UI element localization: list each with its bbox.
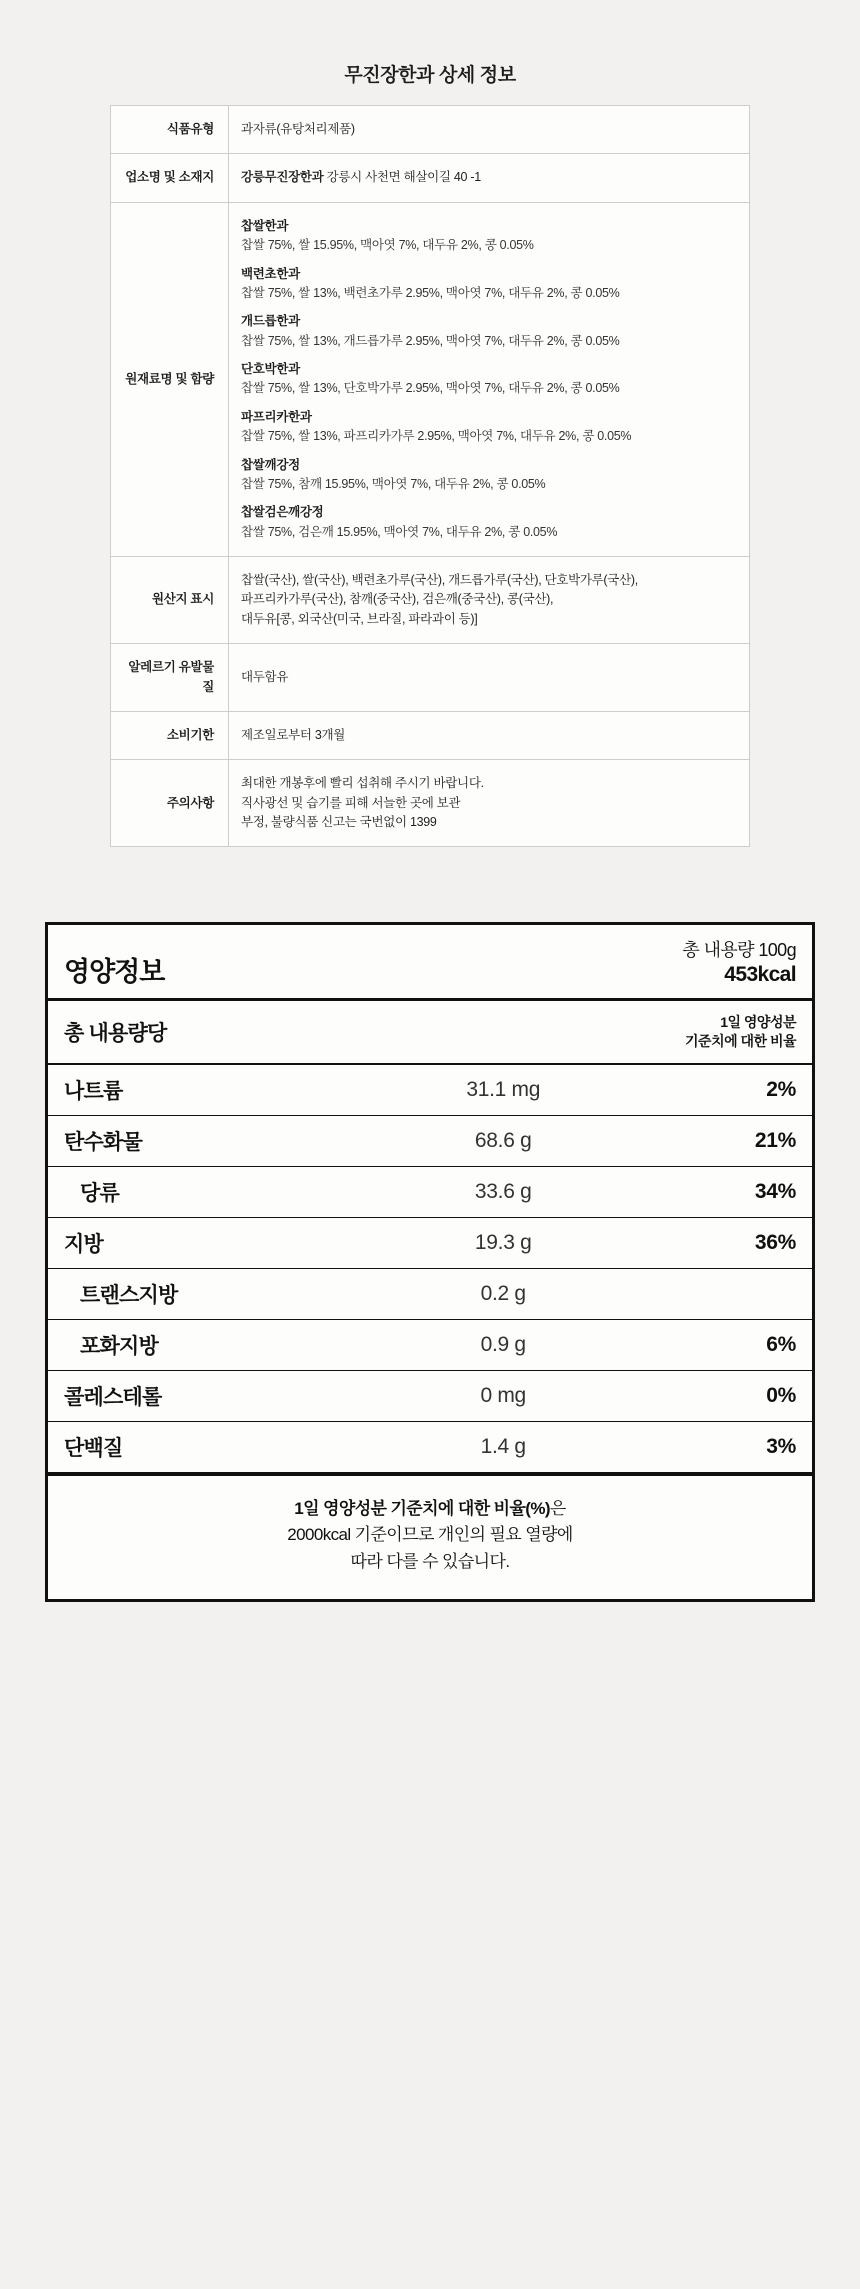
row-label-ingredients: 원재료명 및 함량: [111, 202, 229, 556]
nutrient-row-saturated-fat: [48, 1320, 812, 1371]
nutrient-row-cholesterol: [48, 1371, 812, 1422]
nutrition-header-right: [682, 939, 796, 988]
ingredient-name: 단호박한과: [241, 362, 300, 376]
nutrient-amount: 19.3 g: [474, 1230, 532, 1254]
nutrient-row-trans-fat: [48, 1269, 812, 1320]
nutrient-row-carbohydrate: [48, 1116, 812, 1167]
ingredient-name: 백련초한과: [241, 266, 300, 281]
nutrient-amount: 0.2 g: [480, 1281, 526, 1305]
business-address: 강릉시 사천면 해살이길 40 -1: [323, 170, 481, 185]
table-row: [111, 644, 750, 712]
nutrient-percent: 3%: [766, 1434, 796, 1458]
row-value-business: [229, 154, 750, 202]
row-value-origin: [229, 557, 750, 644]
nutrient-row-protein: [48, 1422, 812, 1473]
ingredient-detail: 찹쌀 75%, 쌀 13%, 개드릅가루 2.95%, 맥아엿 7%, 대두유 2%, 콩 0.05%: [241, 333, 620, 348]
ingredient-block: [241, 360, 737, 399]
ingredient-block: [241, 217, 737, 256]
nutrient-percent: 21%: [754, 1128, 796, 1152]
caution-line: 부정, 불량식품 신고는 국번없이 1399: [241, 815, 437, 829]
nutrition-header: [48, 925, 812, 1001]
nutrient-amount: 31.1 mg: [466, 1077, 541, 1101]
ingredient-name: 파프리카한과: [241, 409, 312, 424]
origin-line: 찹쌀(국산), 쌀(국산), 백련초가루(국산), 개드릅가루(국산), 단호박가루(국산),: [241, 573, 638, 587]
row-value-expiry: 제조일로부터 3개월: [229, 711, 750, 759]
nutrition-facts-panel: [45, 922, 815, 1602]
origin-line: 대두유[콩, 외국산(미국, 브라질, 파라과이 등)]: [241, 611, 478, 626]
footnote-line3: 따라 다를 수 있습니다.: [350, 1551, 510, 1571]
nutrient-name: 당류: [80, 1181, 119, 1205]
row-value-caution: [229, 760, 750, 847]
nutrient-name: 지방: [64, 1232, 103, 1256]
ingredient-block: [241, 503, 737, 542]
nutrient-percent: 0%: [766, 1383, 796, 1407]
nutrient-amount: 68.6 g: [474, 1128, 532, 1152]
ingredient-detail: 찹쌀 75%, 쌀 13%, 파프리카가루 2.95%, 맥아엿 7%, 대두유 2%, 콩 0.05%: [241, 429, 632, 444]
ingredient-block: [241, 265, 737, 304]
row-value-allergy: 대두함유: [229, 644, 750, 712]
table-row: [111, 760, 750, 847]
ingredient-block: [241, 456, 737, 495]
ingredient-name: 찹쌀한과: [241, 218, 289, 233]
table-row: [111, 202, 750, 556]
row-label-caution: 주의사항: [111, 760, 229, 847]
ingredient-detail: 찹쌀 75%, 참깨 15.95%, 맥아엿 7%, 대두유 2%, 콩 0.05%: [241, 476, 546, 491]
row-label-allergy: 알레르기 유발물질: [111, 644, 229, 712]
nutrient-name: 탄수화물: [64, 1130, 142, 1154]
row-label-business: 업소명 및 소재지: [111, 154, 229, 202]
nutrient-name: 나트륨: [64, 1079, 123, 1103]
daily-value-label-line2: 기준치에 대한 비율: [685, 1033, 796, 1050]
nutrient-row-sugars: [48, 1167, 812, 1218]
serving-basis-label: 총 내용량당: [64, 1022, 167, 1046]
table-row: [111, 711, 750, 759]
ingredient-detail: 찹쌀 75%, 쌀 13%, 단호박가루 2.95%, 맥아엿 7%, 대두유 2%, 콩 0.05%: [241, 381, 620, 396]
row-label-food-type: 식품유형: [111, 106, 229, 154]
row-value-food-type: 과자류(유탕처리제품): [229, 106, 750, 154]
ingredient-detail: 찹쌀 75%, 검은깨 15.95%, 맥아엿 7%, 대두유 2%, 콩 0.05%: [241, 524, 558, 539]
nutrient-amount: 1.4 g: [480, 1434, 526, 1458]
ingredient-name: 개드릅한과: [241, 314, 300, 329]
caution-line: 최대한 개봉후에 빨리 섭취해 주시기 바랍니다.: [241, 776, 484, 791]
ingredient-name: 찹쌀깨강정: [241, 457, 300, 472]
nutrient-amount: 0 mg: [480, 1383, 526, 1407]
nutrient-name: 포화지방: [80, 1334, 158, 1358]
nutrient-amount: 0.9 g: [480, 1332, 526, 1356]
ingredient-detail: 찹쌀 75%, 쌀 15.95%, 맥아엿 7%, 대두유 2%, 콩 0.05%: [241, 238, 534, 253]
row-label-origin: 원산지 표시: [111, 557, 229, 644]
nutrient-name: 트랜스지방: [80, 1283, 178, 1307]
nutrient-percent: 2%: [766, 1077, 796, 1101]
table-row: [111, 154, 750, 202]
detail-section: [0, 0, 860, 847]
nutrient-name: 단백질: [64, 1436, 123, 1460]
nutrient-name: 콜레스테롤: [64, 1385, 162, 1409]
ingredient-block: [241, 408, 737, 447]
ingredient-name: 찹쌀검은깨강정: [241, 505, 324, 520]
nutrient-amount: 33.6 g: [474, 1179, 532, 1203]
total-kcal: 453kcal: [724, 962, 796, 986]
nutrient-row-fat: [48, 1218, 812, 1269]
product-detail-table: [110, 105, 750, 847]
table-row: [111, 557, 750, 644]
business-name: 강릉무진장한과: [241, 170, 324, 185]
table-row: [111, 106, 750, 154]
row-value-ingredients: [229, 202, 750, 556]
caution-line: 직사광선 및 습기를 피해 서늘한 곳에 보관: [241, 795, 461, 810]
ingredient-detail: 찹쌀 75%, 쌀 13%, 백련초가루 2.95%, 맥아엿 7%, 대두유 2%, 콩 0.05%: [241, 285, 620, 300]
total-amount: 총 내용량 100g: [682, 940, 796, 961]
ingredient-block: [241, 312, 737, 351]
row-label-expiry: 소비기한: [111, 711, 229, 759]
page-title: 무진장한과 상세 정보: [344, 65, 516, 86]
footnote-strong: 1일 영양성분 기준치에 대한 비율(%): [294, 1498, 550, 1518]
footnote-line2: 2000kcal 기준이므로 개인의 필요 열량에: [287, 1525, 573, 1545]
origin-line: 파프리카가루(국산), 참깨(중국산), 검은깨(중국산), 콩(국산),: [241, 592, 554, 607]
daily-value-label-line1: 1일 영양성분: [720, 1014, 796, 1031]
nutrient-percent: 36%: [754, 1230, 796, 1254]
nutrient-percent: 34%: [754, 1179, 796, 1203]
nutrient-row-sodium: [48, 1065, 812, 1116]
daily-value-label: [685, 1013, 796, 1051]
nutrition-title: 영양정보: [64, 957, 165, 988]
nutrition-footnote: [48, 1473, 812, 1599]
nutrient-percent: 6%: [766, 1332, 796, 1356]
nutrition-subheader: [48, 1001, 812, 1065]
footnote-rest: 은: [549, 1498, 566, 1518]
nutrition-section: [0, 847, 860, 1662]
